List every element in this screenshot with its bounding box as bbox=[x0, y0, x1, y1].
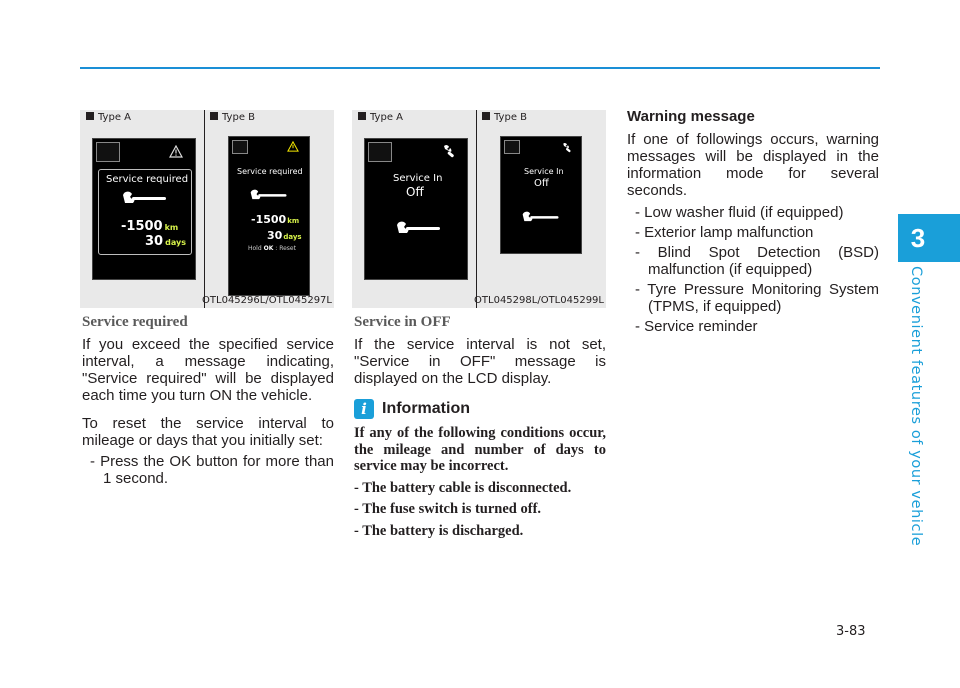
figure-code: OTL045298L/OTL045299L bbox=[474, 295, 604, 306]
list-item: - Low washer fluid (if equipped) bbox=[635, 204, 844, 221]
column-warning-message bbox=[627, 108, 879, 338]
column-service-required bbox=[82, 314, 334, 490]
lcd-line1: Service In bbox=[524, 167, 564, 176]
paragraph: If the service interval is not set, "Service in OFF" message is displayed on the LCD display. bbox=[354, 336, 606, 387]
figure-divider bbox=[476, 110, 477, 308]
lcd-reset-hint: Hold OK : Reset bbox=[248, 245, 296, 252]
information-item: - The fuse switch is turned off. bbox=[354, 501, 542, 517]
chapter-title: Convenient features of your vehicle bbox=[908, 266, 924, 547]
information-item: - The battery is discharged. bbox=[354, 522, 524, 539]
lcd-screen-type-b bbox=[500, 136, 582, 254]
list-item: - Exterior lamp malfunction bbox=[635, 224, 814, 241]
section-heading: Service required bbox=[82, 314, 188, 330]
lcd-line2: Off bbox=[406, 185, 424, 199]
lcd-title: Service required bbox=[106, 174, 189, 185]
paragraph: To reset the service interval to mileage or days that you initially set: bbox=[82, 415, 334, 449]
paragraph: If you exceed the specified service interval, a message indicating, "Service required" will be displayed each time you turn ON the vehicle. bbox=[82, 336, 334, 404]
lcd-days: 30days bbox=[267, 229, 302, 242]
wrench-icon bbox=[121, 191, 169, 205]
figure-service-off bbox=[352, 110, 606, 308]
wrench-icon bbox=[561, 142, 573, 153]
lcd-distance: -1500 km bbox=[121, 219, 179, 234]
wrench-icon bbox=[249, 189, 289, 201]
lcd-screen-type-b bbox=[228, 136, 310, 296]
list-item: - Blind Spot Detection (BSD) malfunction (if equipped) bbox=[635, 244, 879, 278]
column-service-off bbox=[354, 314, 606, 544]
lcd-square bbox=[504, 140, 520, 154]
lcd-title: Service required bbox=[237, 167, 303, 176]
figure-service-required bbox=[80, 110, 334, 308]
lcd-square bbox=[368, 142, 392, 162]
information-header bbox=[354, 399, 606, 419]
section-heading: Service in OFF bbox=[354, 314, 451, 330]
figure-label-type-b: Type B bbox=[482, 112, 527, 123]
lcd-line1: Service In bbox=[393, 173, 443, 184]
section-heading: Warning message bbox=[627, 108, 755, 125]
information-body: If any of the following conditions occur, the mileage and number of days to service may be incorrect. bbox=[354, 425, 606, 474]
warning-triangle-icon bbox=[287, 141, 299, 152]
list-item: - Service reminder bbox=[635, 318, 758, 335]
figure-divider bbox=[204, 110, 205, 308]
header-rule bbox=[80, 67, 880, 69]
figure-code: OTL045296L/OTL045297L bbox=[202, 295, 332, 306]
chapter-number: 3 bbox=[910, 223, 926, 253]
wrench-icon bbox=[441, 144, 457, 158]
page-number: 3-83 bbox=[836, 624, 866, 639]
lcd-square bbox=[96, 142, 120, 162]
lcd-line2: Off bbox=[534, 178, 549, 189]
lcd-days: 30 days bbox=[145, 234, 186, 249]
warning-triangle-icon bbox=[169, 145, 183, 158]
chapter-tab[interactable] bbox=[898, 214, 960, 262]
figure-label-type-a: Type A bbox=[358, 112, 403, 123]
figure-label-type-a: Type A bbox=[86, 112, 131, 123]
wrench-icon bbox=[395, 221, 443, 235]
info-icon: i bbox=[354, 399, 374, 419]
lcd-distance: -1500km bbox=[251, 213, 300, 226]
lcd-screen-type-a bbox=[92, 138, 196, 280]
list-item: - Press the OK button for more than 1 second. bbox=[90, 453, 334, 487]
information-title: Information bbox=[382, 400, 470, 417]
information-item: - The battery cable is disconnected. bbox=[354, 479, 572, 496]
list-item: - Tyre Pressure Monitoring System (TPMS, if equipped) bbox=[635, 281, 879, 315]
wrench-icon bbox=[521, 211, 561, 223]
paragraph: If one of followings occurs, warning messages will be displayed in the information mode for several seconds. bbox=[627, 131, 879, 199]
lcd-square bbox=[232, 140, 248, 154]
figure-label-type-b: Type B bbox=[210, 112, 255, 123]
lcd-screen-type-a bbox=[364, 138, 468, 280]
